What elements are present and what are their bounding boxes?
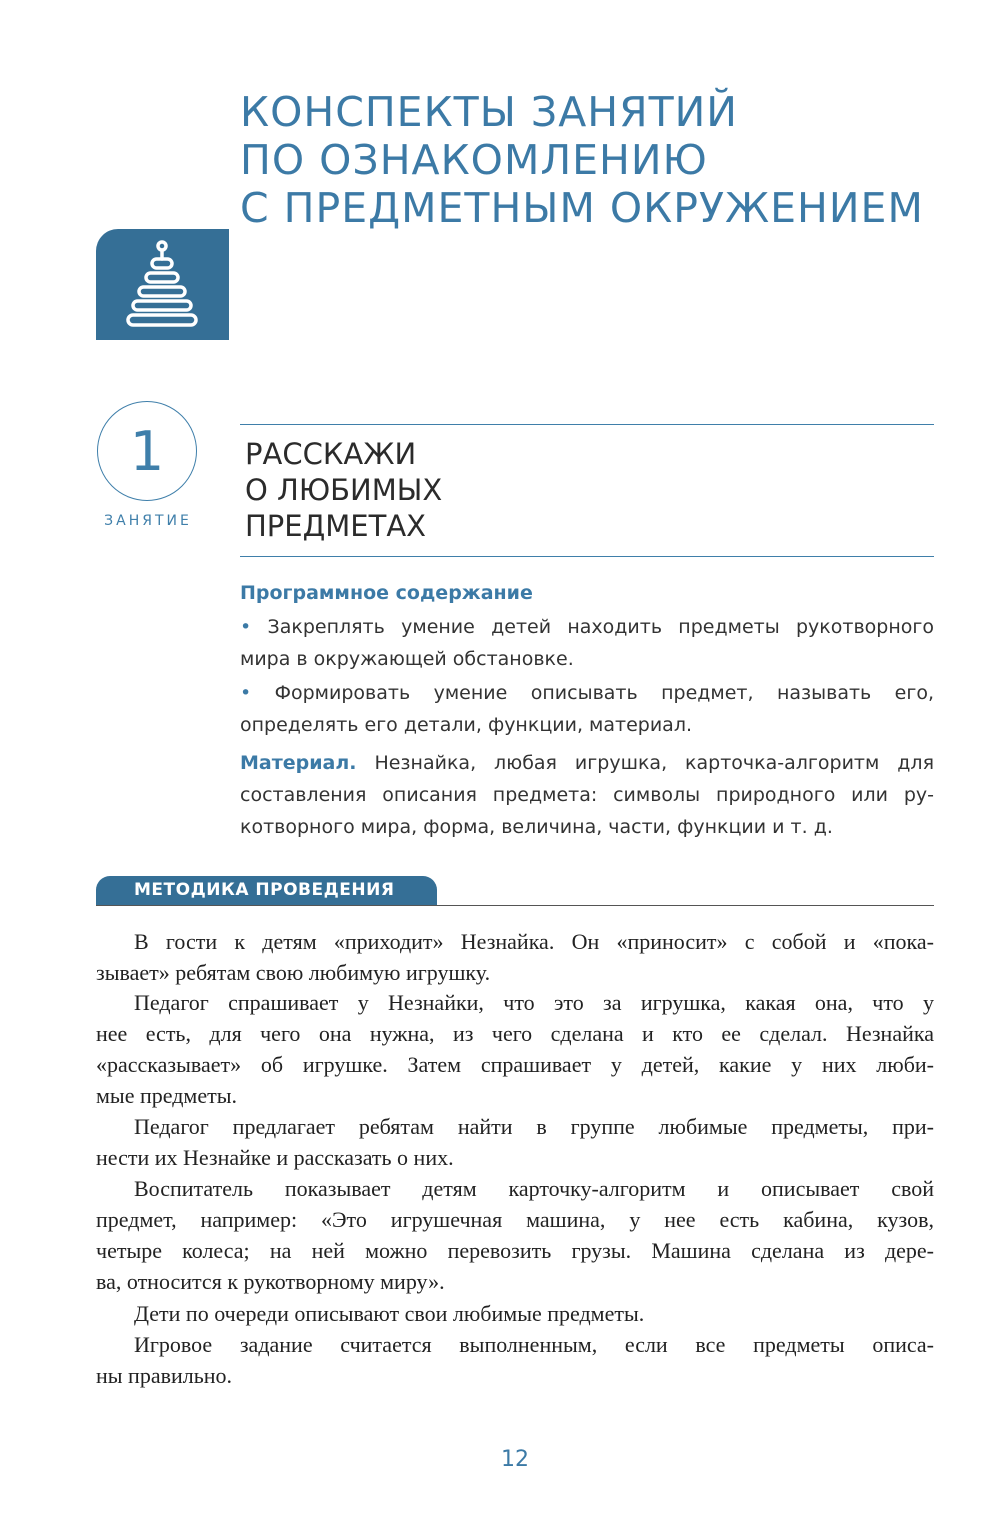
material-text: котворного мира, форма, величина, части, функции и т. д. — [240, 816, 833, 838]
page-number: 12 — [501, 1447, 529, 1472]
chapter-title-line: КОНСПЕКТЫ ЗАНЯТИЙ — [240, 88, 738, 136]
program-bullet — [240, 677, 934, 741]
title-rule-bottom — [240, 556, 934, 557]
method-paragraph — [96, 987, 934, 1111]
method-rule — [96, 905, 934, 906]
method-paragraph — [96, 1298, 934, 1329]
paragraph-line: Педагог спрашивает у Незнайки, что это за игрушка, какая она, что у — [134, 990, 934, 1015]
method-heading: МЕТОДИКА ПРОВЕДЕНИЯ — [134, 880, 395, 900]
lesson-number: 1 — [129, 419, 165, 483]
method-paragraph — [96, 926, 934, 988]
material-text: составления описания предмета: символы природного или ру- — [240, 784, 934, 806]
paragraph-line: ны правильно. — [96, 1363, 233, 1388]
paragraph-line: четыре колеса; на ней можно перевозить грузы. Машина сделана из дере- — [96, 1238, 934, 1263]
lesson-title-line: ПРЕДМЕТАХ — [245, 509, 427, 543]
paragraph-line: зывает» ребятам свою любимую игрушку. — [96, 960, 491, 985]
paragraph-line: мые предметы. — [96, 1083, 237, 1108]
lesson-title-line: О ЛЮБИМЫХ — [245, 473, 443, 507]
chapter-title-line: С ПРЕДМЕТНЫМ ОКРУЖЕНИЕМ — [240, 184, 924, 232]
material-label: Материал. — [240, 752, 357, 774]
bullet-text: Закреплять умение детей находить предметы рукотворного — [267, 616, 935, 638]
paragraph-line: нее есть, для чего она нужна, из чего сделана и кто ее сделал. Незнайка — [96, 1021, 934, 1046]
paragraph-line: В гости к детям «приходит» Незнайка. Он «приносит» с собой и «пока- — [134, 929, 934, 954]
paragraph-line: предмет, например: «Это игрушечная машина, у нее есть кабина, кузов, — [96, 1207, 934, 1232]
program-bullet — [240, 611, 934, 675]
paragraph-line: Педагог предлагает ребятам найти в группе любимые предметы, при- — [134, 1114, 934, 1139]
material-text: Незнайка, любая игрушка, карточка-алгоритм для — [374, 752, 934, 774]
chapter-title — [240, 88, 924, 232]
chapter-title-line: ПО ОЗНАКОМЛЕНИЮ — [240, 136, 708, 184]
paragraph-line: «рассказывает» об игрушке. Затем спрашивает у детей, какие у них люби- — [96, 1052, 934, 1077]
lesson-title — [245, 436, 442, 544]
paragraph-line: нести их Незнайке и рассказать о них. — [96, 1145, 454, 1170]
method-paragraph — [96, 1173, 934, 1297]
bullet-text: Формировать умение описывать предмет, называть его, — [274, 682, 934, 704]
pyramid-toy-icon — [96, 229, 229, 340]
title-rule-top — [240, 424, 934, 425]
paragraph-line: Воспитатель показывает детям карточку-алгоритм и описывает свой — [134, 1176, 934, 1201]
bullet-marker: • — [240, 616, 252, 638]
lesson-label: ЗАНЯТИЕ — [104, 513, 192, 529]
method-paragraph — [96, 1329, 934, 1391]
lesson-number-badge — [97, 401, 197, 501]
bullet-text: определять его детали, функции, материал. — [240, 714, 693, 736]
bullet-text: мира в окружающей обстановке. — [240, 648, 574, 670]
lesson-title-line: РАССКАЖИ — [245, 437, 417, 471]
bullet-marker: • — [240, 682, 252, 704]
paragraph-line: ва, относится к рукотворному миру». — [96, 1269, 445, 1294]
method-paragraph — [96, 1111, 934, 1173]
material-paragraph — [240, 747, 934, 843]
chapter-icon-box — [96, 229, 229, 340]
paragraph-line: Дети по очереди описывают свои любимые предметы. — [134, 1301, 645, 1326]
program-heading: Программное содержание — [240, 582, 533, 604]
paragraph-line: Игровое задание считается выполненным, если все предметы описа- — [134, 1332, 934, 1357]
